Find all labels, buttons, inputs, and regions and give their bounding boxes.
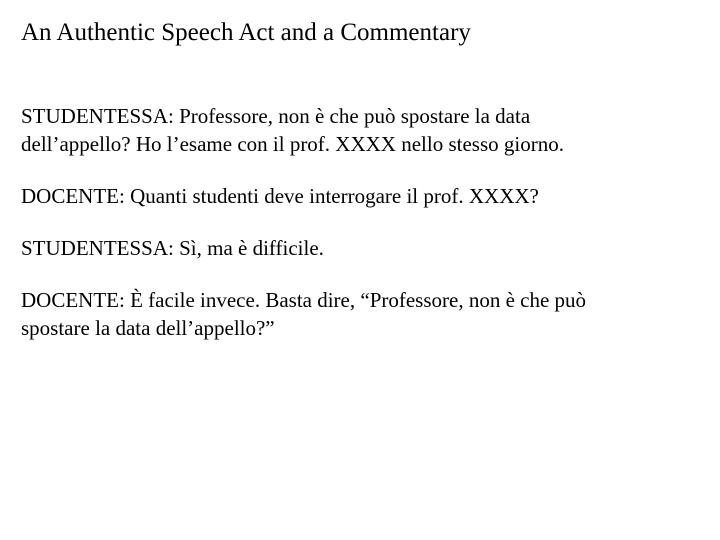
dialogue-turn-teacher-commentary xyxy=(21,286,701,342)
dialogue-line: DOCENTE: Quanti studenti deve interrogare il prof. XXXX? xyxy=(21,184,539,208)
dialogue-line: spostare la data dell’appello?” xyxy=(21,316,275,340)
dialogue-body xyxy=(21,102,701,366)
dialogue-turn-student-request xyxy=(21,102,701,158)
dialogue-line: STUDENTESSA: Professore, non è che può spostare la data xyxy=(21,104,531,128)
slide-title: An Authentic Speech Act and a Commentary xyxy=(21,19,471,46)
dialogue-line: STUDENTESSA: Sì, ma è difficile. xyxy=(21,236,324,260)
dialogue-turn-student-reply xyxy=(21,234,701,262)
dialogue-line: DOCENTE: È facile invece. Basta dire, “Professore, non è che può xyxy=(21,288,587,312)
dialogue-line: dell’appello? Ho l’esame con il prof. XXXX nello stesso giorno. xyxy=(21,132,564,156)
dialogue-turn-teacher-question xyxy=(21,182,701,210)
